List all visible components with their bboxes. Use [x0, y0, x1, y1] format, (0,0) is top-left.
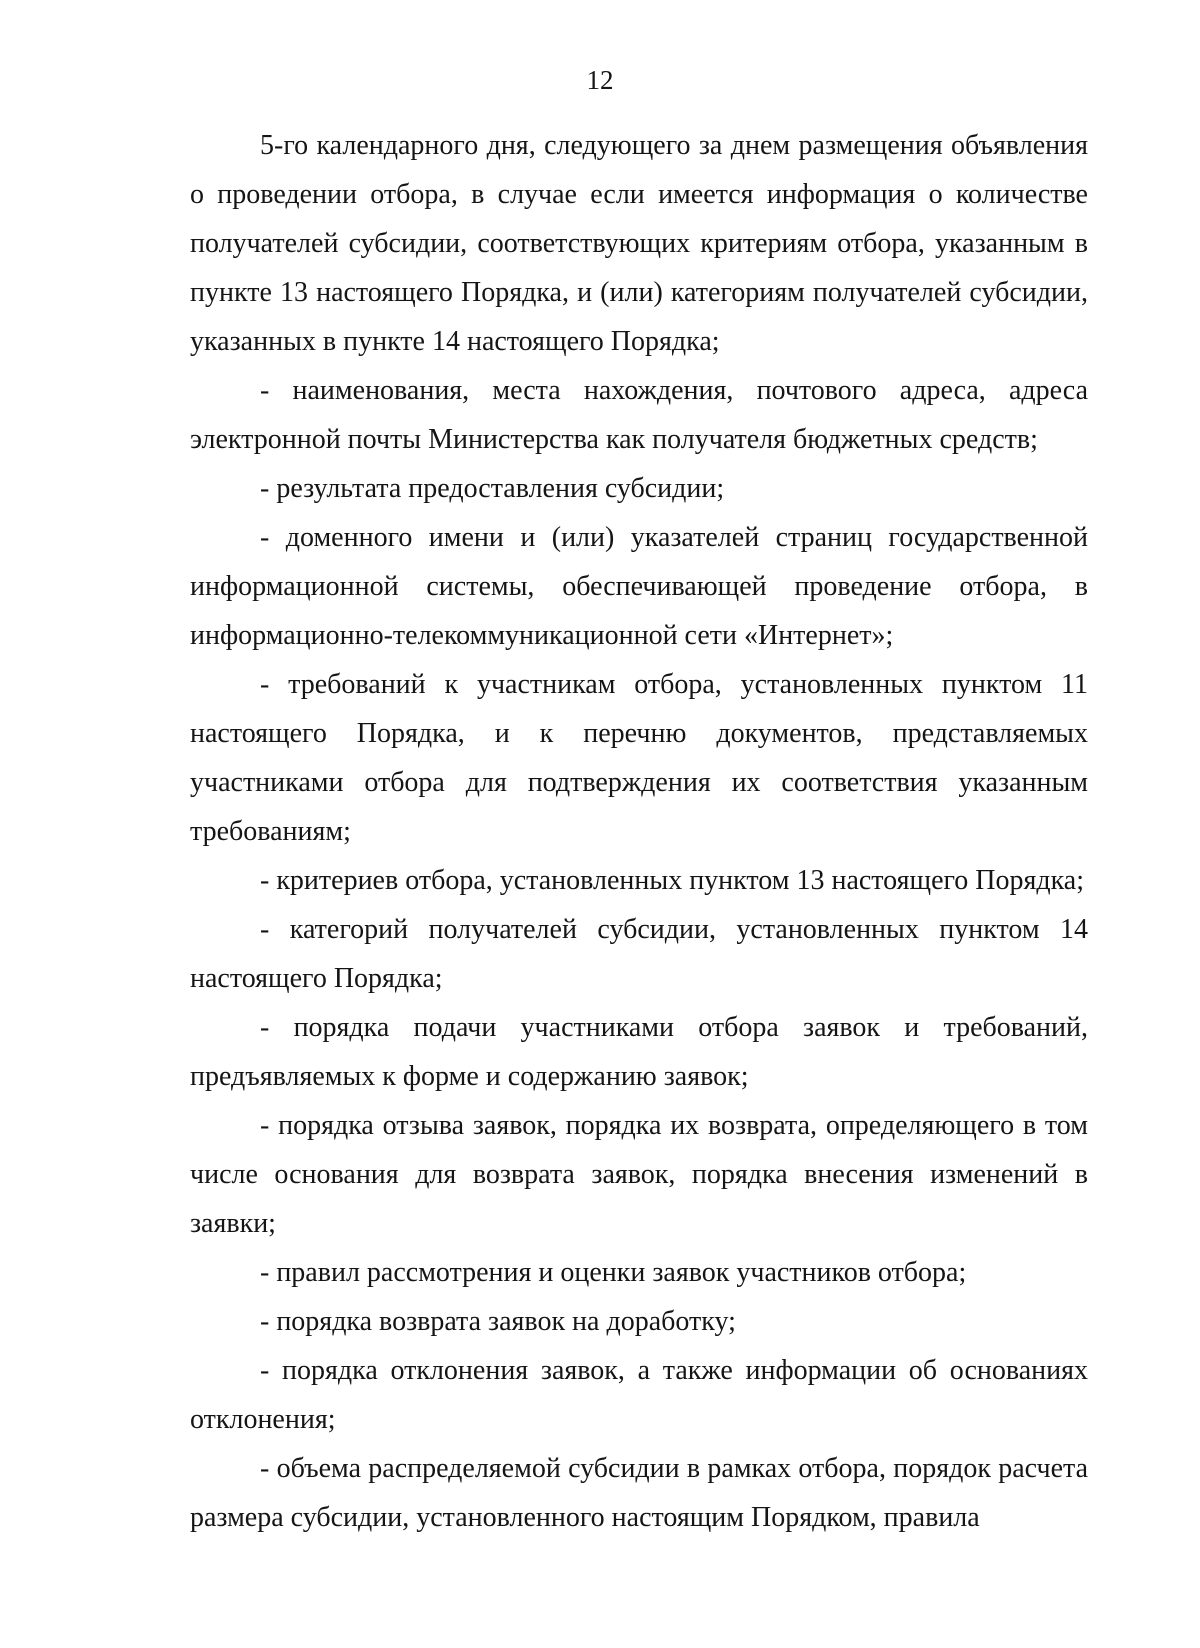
list-item-rejection-grounds: - порядка отклонения заявок, а также информации об основаниях отклонения; [190, 1355, 1088, 1435]
paragraph-continuation: 5-го календарного дня, следующего за днем размещения объявления о проведении отбора, в случае если имеется информация о количестве получателей субсидии, соответствующих критериям отбора, указанным в пункте 13 настоящего Порядка, и (или) категориям получателей субсидии, указанных в пункте 14 настоящего Порядка; [190, 130, 1088, 357]
list-item-subsidy-result: - результата предоставления субсидии; [260, 473, 725, 504]
list-item-review-rules: - правил рассмотрения и оценки заявок участников отбора; [260, 1257, 967, 1288]
page-number: 12 [586, 65, 614, 95]
list-item-recipient-categories: - категорий получателей субсидии, установленных пунктом 14 настоящего Порядка; [190, 914, 1088, 994]
list-item-application-withdrawal: - порядка отзыва заявок, порядка их возврата, определяющего в том числе основания для возврата заявок, порядка внесения изменений в заявки; [190, 1110, 1088, 1239]
list-item-selection-criteria: - критериев отбора, установленных пунктом 13 настоящего Порядка; [260, 865, 1085, 896]
document-body [190, 121, 1088, 1542]
list-item-domain-name: - доменного имени и (или) указателей страниц государственной информационной системы, обеспечивающей проведение отбора, в информационно-телекоммуникационной сети «Интернет»; [190, 522, 1088, 651]
list-item-application-submission: - порядка подачи участниками отбора заявок и требований, предъявляемых к форме и содержанию заявок; [190, 1012, 1088, 1092]
list-item-subsidy-volume: - объема распределяемой субсидии в рамках отбора, порядок расчета размера субсидии, установленного настоящим Порядком, правила [190, 1453, 1088, 1533]
list-item-return-for-revision: - порядка возврата заявок на доработку; [260, 1306, 736, 1337]
list-item-participant-requirements: - требований к участникам отбора, установленных пунктом 11 настоящего Порядка, и к перечню документов, представляемых участниками отбора для подтверждения их соответствия указанным требованиям; [190, 669, 1088, 847]
list-item-ministry-details: - наименования, места нахождения, почтового адреса, адреса электронной почты Министерства как получателя бюджетных средств; [190, 375, 1088, 455]
